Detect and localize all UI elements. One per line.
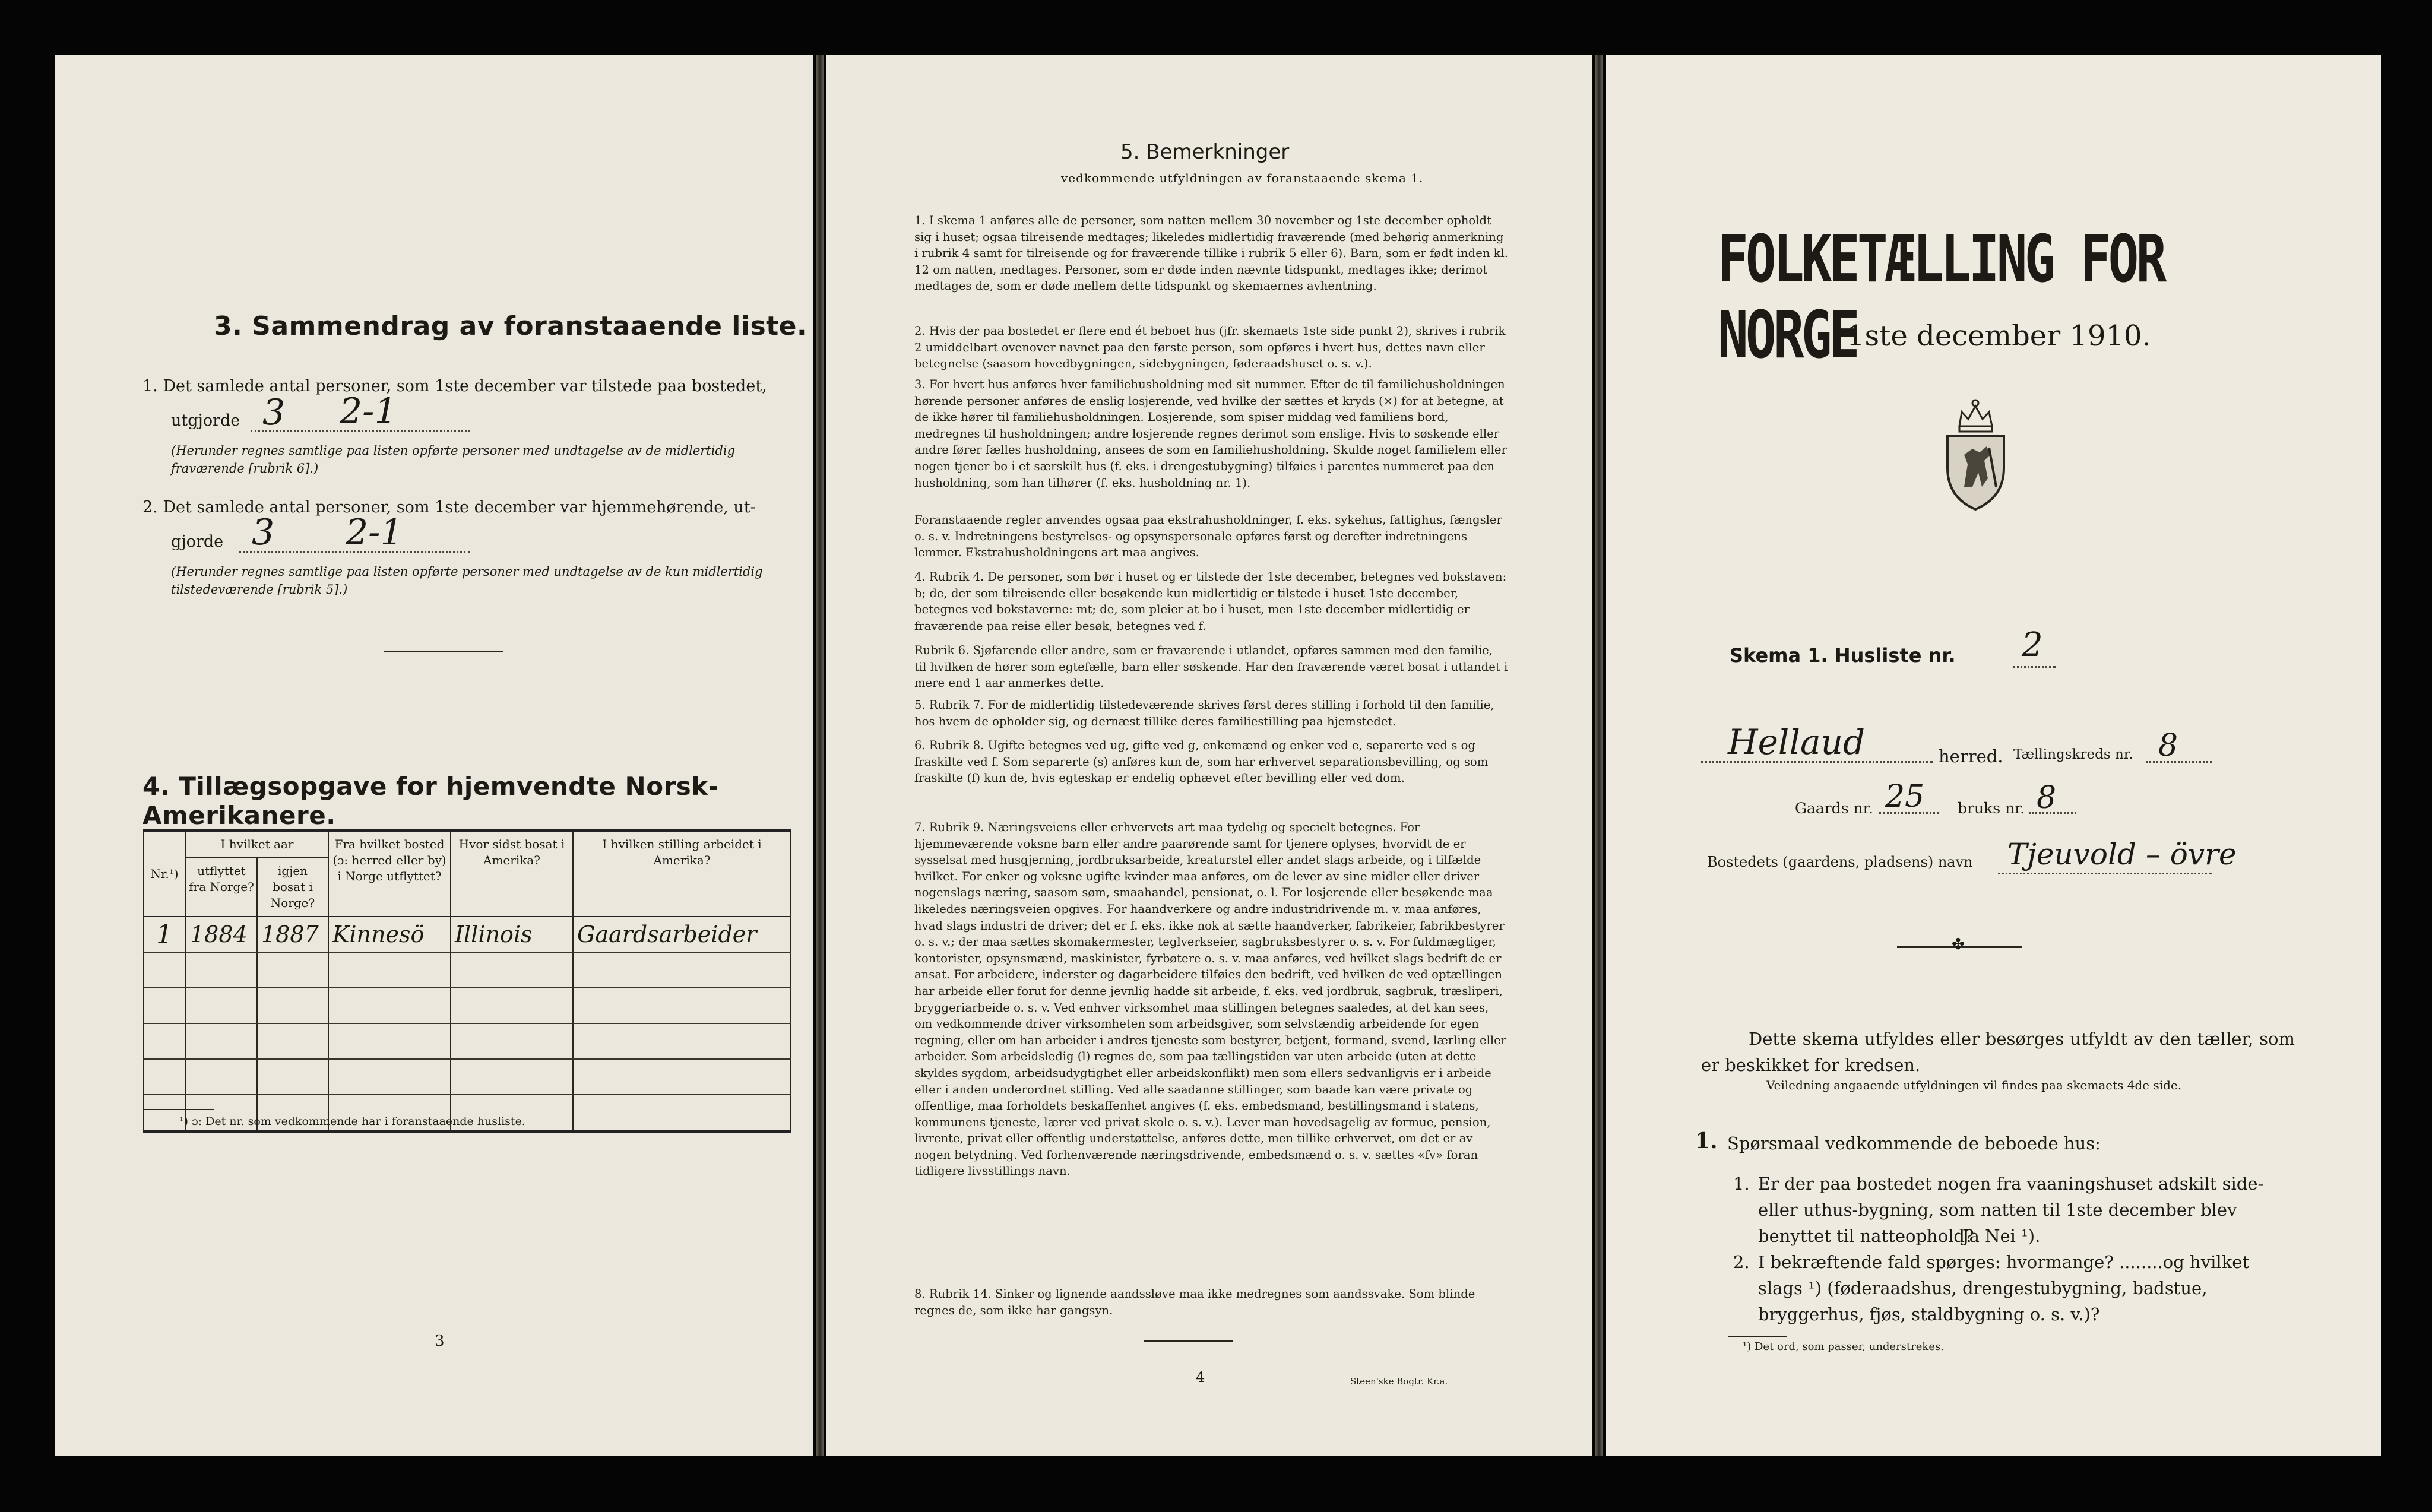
item-1-value-a: 3 xyxy=(262,392,286,433)
question-heading: Spørsmaal vedkommende de beboede hus: xyxy=(1727,1133,2101,1153)
col-header-group: I hvilket aar xyxy=(186,831,328,858)
item-2-text: 2. Det samlede antal personer, som 1ste december var hjemmehørende, ut- xyxy=(142,498,756,516)
col-header-from-place: Fra hvilket bosted (ɔ: herred eller by) i Norge utflyttet? xyxy=(328,831,451,917)
item-1-note: (Herunder regnes samtlige paa listen opførte personer med undtagelse av de midlertidig fraværende [rubrik 6].) xyxy=(171,443,736,476)
footnote: ¹) ɔ: Det nr. som vedkommende har i foranstaaende husliste. xyxy=(179,1115,525,1128)
item-2-label: gjorde xyxy=(171,532,224,551)
instruction-small: Veiledning angaaende utfyldningen vil findes paa skemaets 4de side. xyxy=(1766,1078,2182,1092)
end-rule xyxy=(1144,1340,1233,1342)
item-2-note: (Herunder regnes samtlige paa listen opførte personer med undtagelse av de kun midlertidig tilstedeværende [rubrik 5].) xyxy=(171,565,763,597)
cell-nr: 1 xyxy=(143,917,186,952)
table-row xyxy=(143,1023,791,1059)
fold-right xyxy=(1595,55,1603,1456)
census-title: FOLKETÆLLING FOR NORGE xyxy=(1718,221,2164,373)
table-row xyxy=(143,952,791,988)
table-row xyxy=(143,917,791,952)
remarks-subtitle: vedkommende utfyldningen av foranstaaende skema 1. xyxy=(1061,171,1424,185)
census-date: 1ste december 1910. xyxy=(1847,319,2151,353)
col-header-returned: igjen bosat i Norge? xyxy=(257,858,328,917)
question-1-number: 1. xyxy=(1695,1129,1718,1153)
cell-emigrated: 1884 xyxy=(186,917,257,952)
gaards-value: 25 xyxy=(1885,779,1925,814)
page-left xyxy=(55,55,813,1456)
footnote-rule xyxy=(142,1109,214,1110)
remark-4-rubrik-6: Rubrik 6. Sjøfarende eller andre, som er fraværende i utlandet, opføres sammen med den familie, til hvilken de hører som egtefælle, barn eller søskende. Har den fraværende været bosat i utlandet i mere end 1 aar anmerkes dette. xyxy=(914,644,1508,690)
item-1-value-b: 2-1 xyxy=(340,391,397,432)
coat-of-arms-icon xyxy=(1942,398,2010,512)
bosted-value: Tjeuvold – övre xyxy=(2007,837,2237,871)
footnote-rule xyxy=(1728,1336,1787,1337)
cell-from-place: Kinnesö xyxy=(328,917,451,952)
question-1-text: Er der paa bostedet nogen fra vaaningshuset adskilt side- eller uthus-bygning, som natten til 1ste december blev benyttet til natteophold? xyxy=(1758,1174,2264,1246)
remark-3: 3. For hvert hus anføres hver familiehusholdning med sit nummer. Efter de til familiehusholdningen hørende personer anføres de enslig losjerende, ved hvilke der sættes et kryds (×) for at betegne, at de ikke hører til familiehusholdningen. Losjerende, som spiser middag ved familiens bord, medregnes til husholdningen; andre losjerende regnes derimot som enslige. Hvis to søskende eller andre fører fælles husholdning, ansees de som en familiehusholdning. Skulde noget familielem eller nogen tjener bo i et særskilt hus (f. eks. i drengestubygning) tilføies i parentes nummeret paa den husholdning, som han tilhører (f. eks. husholdning nr. 1). xyxy=(914,378,1507,490)
question-1-answer: Ja Nei ¹). xyxy=(1962,1226,2041,1246)
question-2-text: I bekræftende fald spørges: hvormange? ........og hvilket slags ¹) (føderaadshus, drengestubygning, badstue, bryggerhus, fjøs, staldbygning o. s. v.)? xyxy=(1758,1252,2250,1324)
husliste-dotted xyxy=(2013,666,2056,668)
remarks-title: 5. Bemerkninger xyxy=(1120,140,1290,164)
norsk-amerikanere-table xyxy=(142,829,791,1133)
printer-imprint: Steen'ske Bogtr. Kr.a. xyxy=(1350,1376,1448,1387)
col-header-occupation: I hvilken stilling arbeidet i Amerika? xyxy=(573,831,791,917)
remark-4: 4. Rubrik 4. De personer, som bør i huset og er tilstede der 1ste december, betegnes ved bokstaven: b; de, der som tilreisende eller besøkende kun midlertidig er tilstede i huset 1ste december, betegnes ved bokstaverne: mt; de, som pleier at bo i huset, men 1ste december midlertidig er fraværende paa reise eller besøk, betegnes ved f. xyxy=(914,570,1507,633)
remark-5: 5. Rubrik 7. For de midlertidig tilstedeværende skrives først deres stilling i forhold til den familie, hos hvem de opholder sig, og dernæst tillike deres familiestilling paa hjemstedet. xyxy=(914,698,1494,728)
col-header-america-place: Hvor sidst bosat i Amerika? xyxy=(451,831,573,917)
page-right xyxy=(1606,55,2381,1456)
remark-1: 1. I skema 1 anføres alle de personer, som natten mellem 30 november og 1ste december opholdt sig i huset; ogsaa tilreisende medtages; likeledes midlertidig fraværende (med behørig anmerkning i rubrik 4 samt for tilreisende og for fraværende tillike i rubrik 5 eller 6). Barn, som er født inden kl. 12 om natten, medtages. Personer, som er døde inden nævnte tidspunkt, medtages ikke; derimot medtages de, som er døde mellem dette tidspunkt og skemaernes avhentning. xyxy=(914,214,1509,293)
table-row xyxy=(143,1059,791,1095)
remark-2: 2. Hvis der paa bostedet er flere end ét beboet hus (jfr. skemaets 1ste side punkt 2), skrives i rubrik 2 umiddelbart ovenover navnet paa den første person, som opføres i hvert hus, dettes navn eller betegnelse (saasom hovedbygningen, sidebygningen, føderaadshuset o. s. v.). xyxy=(914,324,1506,371)
col-header-nr: Nr.¹) xyxy=(143,831,186,917)
page-number: 4 xyxy=(1196,1369,1205,1386)
remark-7: 7. Rubrik 9. Næringsveiens eller erhvervets art maa tydelig og specielt betegnes. For hjemmeværende voksne barn eller andre paarørende samt for tjenere oplyses, hvorvidt de er sysselsat med husgjerning, jordbruksarbeide, kreaturstel eller andet slags arbeide, og i tilfælde hvilket. For enker og voksne ugifte kvinder maa anføres, om de lever av sine midler eller driver nogenslags næring, saasom søm, smaahandel, pensionat, o. l. For losjerende eller besøkende maa likeledes næringsveien opgives. For haandverkere og andre industridrivende m. v. maa anføres, hvad slags industri de driver; det er f. eks. ikke nok at sætte haandverker, fabrikeier, fabrikbestyrer o. s. v.; der maa sættes skomakermester, teglverkseier, sagbruksbestyrer o. s. v. For fuldmægtiger, kontorister, opsynsmænd, maskinister, fyrbøtere o. s. v. maa anføres, ved hvilket slags bedrift de er ansat. For arbeidere, inderster og dagarbeidere tilføies den bedrift, ved hvilken de ved optællingen har arbeide eller forut for denne jevnlig hadde sit arbeide, f. eks. ved jordbruk, sagbruk, træsliperi, bryggeriarbeide o. s. v. Ved enhver virksomhet maa stillingen betegnes saaledes, at det kan sees, om vedkommende driver virksomheten som arbeidsgiver, som selvstændig arbeidende for egen regning, eller om han arbeider i andres tjeneste som bestyrer, betjent, formand, svend, lærling eller arbeider. Som arbeidsledig (l) regnes de, som paa tællingstiden var uten arbeide (uten at dette skyldes sygdom, arbeidsudygtighet eller arbeidskonflikt) men som ellers sedvanligvis er i arbeide eller i anden underordnet stilling. Ved alle saadanne stillinger, som baade kan være private og offentlige, maa forholdets beskaffenhet angives (f. eks. embedsmand, bestillingsmand i statens, kommunens tjeneste, lærer ved privat skole o. s. v.). Lever man hovedsagelig av formue, pension, livrente, privat eller offentlig understøttelse, anføres dette, men tillike erhvervet, om det er av nogen betydning. Ved forhenværende næringsdrivende, embedsmænd o. s. v. sættes «fv» foran tidligere livsstillings navn. xyxy=(914,820,1507,1178)
remark-3-extra: Foranstaaende regler anvendes ogsaa paa ekstrahusholdninger, f. eks. sykehus, fattighus, fængsler o. s. v. Indretningens bestyrelses- og opsynspersonale opføres først og derefter indretningens lemmer. Ekstrahusholdningens art maa angives. xyxy=(914,513,1502,560)
item-1-label: utgjorde xyxy=(171,411,240,430)
fold-left xyxy=(816,55,824,1456)
page-middle xyxy=(826,55,1592,1456)
col-header-emigrated: utflyttet fra Norge? xyxy=(186,858,257,917)
item-2-value-b: 2-1 xyxy=(346,512,403,553)
remark-8: 8. Rubrik 14. Sinker og lignende aandssløve maa ikke medregnes som aandssvake. Som blinde regnes de, som ikke har gangsyn. xyxy=(914,1287,1475,1317)
cell-returned: 1887 xyxy=(257,917,328,952)
kreds-label: Tællingskreds nr. xyxy=(2013,747,2133,762)
cell-occupation: Gaardsarbeider xyxy=(573,917,791,952)
page-number: 3 xyxy=(435,1332,445,1350)
bosted-dotted xyxy=(1998,873,2212,874)
separator-rule xyxy=(384,651,503,652)
section-3-title: 3. Sammendrag av foranstaaende liste. xyxy=(214,311,808,341)
herred-label: herred. xyxy=(1939,746,2003,766)
bruks-value: 8 xyxy=(2037,780,2057,816)
item-1-text: 1. Det samlede antal personer, som 1ste december var tilstede paa bostedet, xyxy=(142,377,767,395)
kreds-dotted xyxy=(2146,761,2212,763)
footnote: ¹) Det ord, som passer, understrekes. xyxy=(1743,1340,1944,1353)
herred-value: Hellaud xyxy=(1728,722,1866,762)
section-4-title: 4. Tillægsopgave for hjemvendte Norsk-Amerikanere. xyxy=(142,772,719,830)
gaards-label: Gaards nr. xyxy=(1795,800,1873,817)
bosted-label: Bostedets (gaardens, pladsens) navn xyxy=(1707,854,1973,870)
cell-america-place: Illinois xyxy=(451,917,573,952)
kreds-value: 8 xyxy=(2158,728,2178,763)
bruks-label: bruks nr. xyxy=(1958,800,2025,817)
remark-6: 6. Rubrik 8. Ugifte betegnes ved ug, gifte ved g, enkemænd og enker ved e, separerte ved s og fraskilte ved f. Som separerte (s) anføres kun de, som har erhvervet separationsbevilling, og som fraskilte (f) kun de, hvis egteskap er endelig ophævet efter bevilling eller ved dom. xyxy=(914,738,1489,785)
item-2-value-a: 3 xyxy=(252,512,275,553)
question-1-index: 1. xyxy=(1733,1174,1750,1194)
husliste-nr-value: 2 xyxy=(2022,626,2043,664)
ornament-icon: ✤ xyxy=(1952,936,1965,953)
instruction-text: Dette skema utfyldes eller besørges utfyldt av den tæller, som er beskikket for kredsen. xyxy=(1701,1029,2295,1075)
question-2-index: 2. xyxy=(1733,1252,1750,1272)
skema-label: Skema 1. Husliste nr. xyxy=(1730,644,1956,667)
table-row xyxy=(143,988,791,1023)
